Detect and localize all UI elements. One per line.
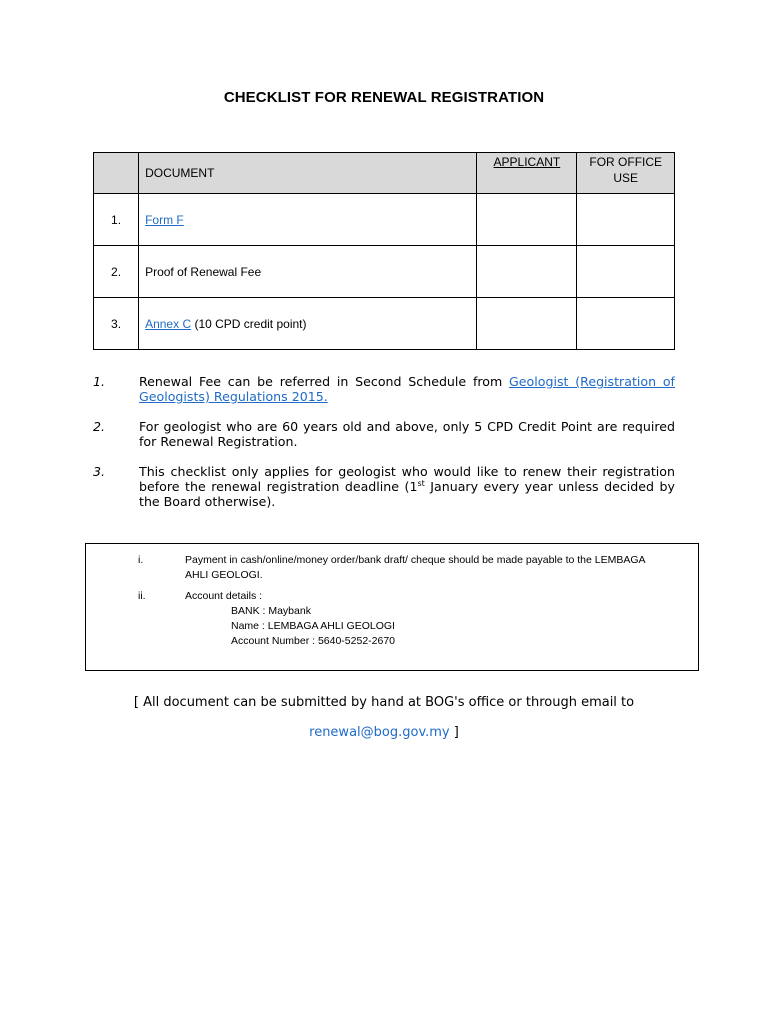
office-use-cell — [577, 298, 675, 350]
closing-bracket: ] — [449, 725, 459, 740]
header-num-cell — [94, 153, 139, 194]
note-item — [93, 464, 675, 509]
table-row — [94, 298, 675, 350]
submission-email-line — [0, 725, 768, 740]
header-applicant: APPLICANT — [477, 153, 577, 194]
row-number: 1. — [94, 194, 139, 246]
table-row — [94, 194, 675, 246]
regulations-link[interactable]: Geologist (Registration of Geologists) Regulations 2015. — [139, 374, 675, 404]
applicant-check-cell — [477, 298, 577, 350]
applicant-check-cell — [477, 246, 577, 298]
annex-c-note: (10 CPD credit point) — [191, 316, 307, 331]
checklist-table — [93, 152, 675, 350]
annex-c-link[interactable]: Annex C — [145, 316, 192, 331]
form-f-link[interactable]: Form F — [145, 212, 184, 227]
table-row — [94, 246, 675, 298]
note-number: 1. — [93, 374, 106, 389]
row-document: Proof of Renewal Fee — [139, 246, 477, 298]
note-item — [93, 374, 675, 404]
account-name: Name : LEMBAGA AHLI GEOLOGI — [231, 620, 395, 632]
note-number: 2. — [93, 419, 106, 434]
office-use-cell — [577, 194, 675, 246]
header-office-use-label: FOR OFFICE USE — [589, 155, 663, 185]
row-number: 2. — [94, 246, 139, 298]
note-superscript: st — [417, 478, 425, 488]
note-item — [93, 419, 675, 449]
bank-name: BANK : Maybank — [231, 605, 311, 617]
row-number: 3. — [94, 298, 139, 350]
email-link[interactable]: renewal@bog.gov.my — [309, 725, 450, 740]
submission-note: [ All document can be submitted by hand at BOG's office or through email to — [133, 695, 635, 710]
row-document — [139, 194, 477, 246]
account-details-title: Account details : — [185, 590, 263, 602]
note-text: For geologist who are 60 years old and above, only 5 CPD Credit Point are required for Renewal Registration. — [139, 419, 675, 449]
notes-list — [93, 374, 675, 524]
header-document: DOCUMENT — [139, 153, 477, 194]
payment-item-number: ii. — [138, 590, 146, 602]
payment-instruction: Payment in cash/online/money order/bank draft/ cheque should be made payable to the LEMBAGA AHLI GEOLOGI. — [185, 554, 645, 581]
note-text: This checklist only applies for geologist who would like to renew their registration before the renewal registration deadline (1 — [139, 464, 675, 494]
table-header-row — [94, 153, 675, 194]
note-text-end: January every year unless decided by the Board otherwise). — [139, 479, 675, 509]
payment-item-number: i. — [138, 554, 144, 566]
note-number: 3. — [93, 464, 106, 479]
applicant-check-cell — [477, 194, 577, 246]
row-document — [139, 298, 477, 350]
account-details — [185, 589, 665, 649]
office-use-cell — [577, 246, 675, 298]
note-text: Renewal Fee can be referred in Second Schedule from — [139, 374, 510, 389]
payment-info-box — [85, 543, 699, 671]
header-office-use — [577, 153, 675, 194]
account-number: Account Number : 5640-5252-2670 — [231, 635, 396, 647]
page-title: CHECKLIST FOR RENEWAL REGISTRATION — [223, 89, 545, 106]
